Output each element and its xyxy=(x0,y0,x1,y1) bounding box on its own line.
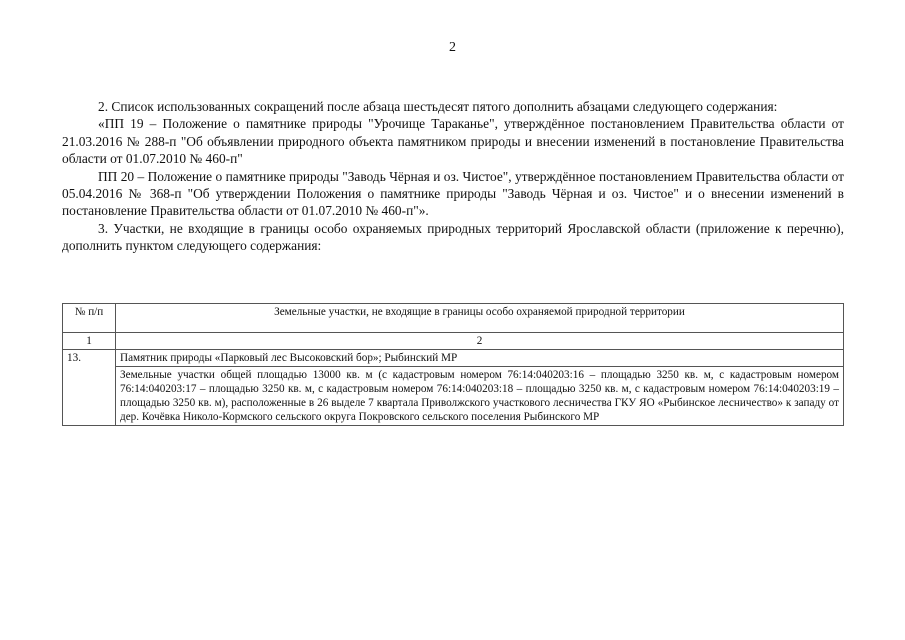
table-numbering-row xyxy=(63,333,844,350)
page-number: 2 xyxy=(449,40,456,55)
row-number-cell: 13. xyxy=(63,350,116,426)
paragraph-item-3: 3. Участки, не входящие в границы особо охраняемых природных территорий Ярославской области (приложение к перечню), дополнить пунктом следующего содержания: xyxy=(62,220,844,254)
paragraph-pp19: «ПП 19 – Положение о памятнике природы "Урочище Тараканье", утверждённое постановлением Правительства области от 21.03.2016 № 288-п "Об объявлении природного объекта памятником природы и внесении изменений в постановление Правительства области от 01.07.2010 № 460-п" xyxy=(62,116,844,167)
paragraph-item-2: 2. Список использованных сокращений после абзаца шестьдесят пятого дополнить абзацами следующего содержания: xyxy=(98,99,778,114)
header-plots-cell: Земельные участки, не входящие в границы особо охраняемой природной территории xyxy=(116,304,844,333)
numbering-cell-1: 1 xyxy=(63,333,116,350)
paragraph-pp20: ПП 20 – Положение о памятнике природы "Заводь Чёрная и оз. Чистое", утверждённое постановлением Правительства области от 05.04.2016 № 368-п "Об утверждении Положения о памятнике природы "Заводь Чёрная и оз. Чистое" и о внесении изменений в постановление Правительства области от 01.07.2010 № 460-п"». xyxy=(62,168,844,219)
row-title-cell: Памятник природы «Парковый лес Высоковский бор»; Рыбинский МР xyxy=(116,350,844,367)
header-number-cell: № п/п xyxy=(63,304,116,333)
table-header-row xyxy=(63,304,844,333)
table-row-description xyxy=(63,367,844,426)
land-plots-table xyxy=(62,303,844,426)
table-row xyxy=(63,350,844,367)
numbering-cell-2: 2 xyxy=(116,333,844,350)
row-description-cell: Земельные участки общей площадью 13000 кв. м (с кадастровым номером 76:14:040203:16 – площадью 3250 кв. м, с кадастровым номером 76:14:040203:17 – площадью 3250 кв. м, с кадастровым номером 76:14:040203:18 – площадью 3250 кв. м, с кадастровым номером 76:14:040203:19 – площадью 3250 кв. м), расположенные в 26 выделе 7 квартала Приволжского участкового лесничества ГКУ ЯО «Рыбинское лесничество» к западу от дер. Кочёвка Николо-Кормского сельского округа Покровского сельского поселения Рыбинского МР xyxy=(116,367,844,426)
document-body xyxy=(62,98,844,255)
